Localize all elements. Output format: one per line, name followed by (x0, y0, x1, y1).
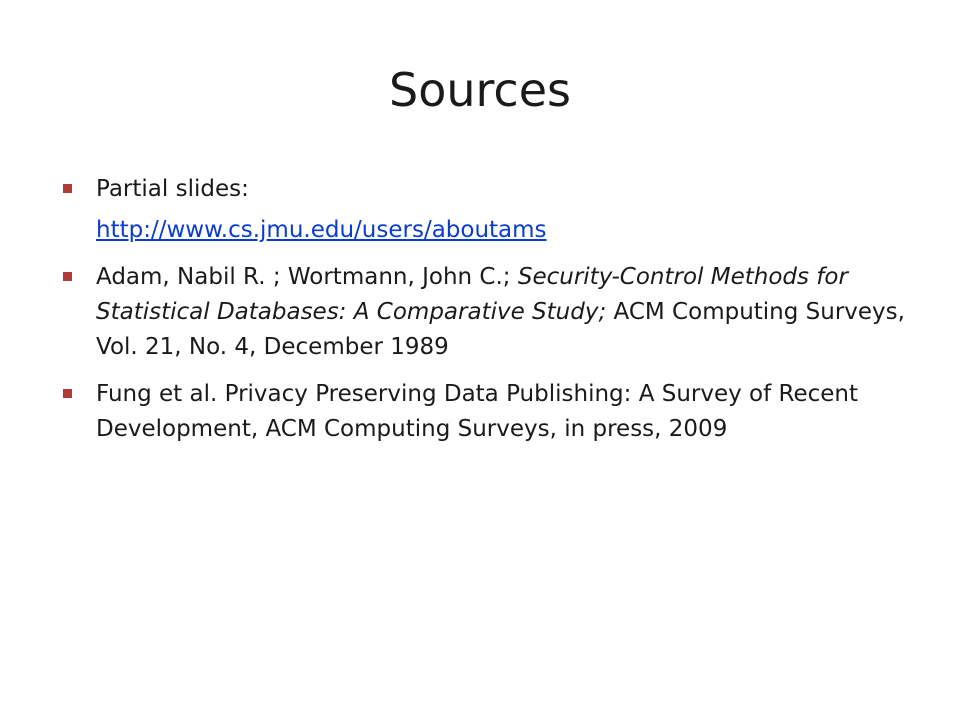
item-authors: Adam, Nabil R. ; Wortmann, John C.; (96, 264, 518, 290)
source-link[interactable]: http://www.cs.jmu.edu/users/aboutams (96, 217, 547, 243)
square-bullet-icon (63, 272, 72, 281)
item-text: Fung et al. Privacy Preserving Data Publishing: A Survey of Recent Development, ACM Computing Surveys, in press, 2009 (96, 381, 859, 442)
bullet-list (56, 172, 916, 459)
square-bullet-icon (63, 184, 72, 193)
square-bullet-icon (63, 389, 72, 398)
slide-title: Sources (389, 63, 571, 117)
list-item (56, 377, 916, 447)
item-publication: ACM Computing Surveys, Vol. 21, No. 4, December 1989 (96, 299, 905, 360)
item-paper-title: Security-Control Methods for Statistical Databases: A Comparative Study; (96, 264, 848, 325)
list-item (56, 260, 916, 365)
item-text: Partial slides: (96, 176, 249, 202)
list-item (56, 172, 916, 248)
